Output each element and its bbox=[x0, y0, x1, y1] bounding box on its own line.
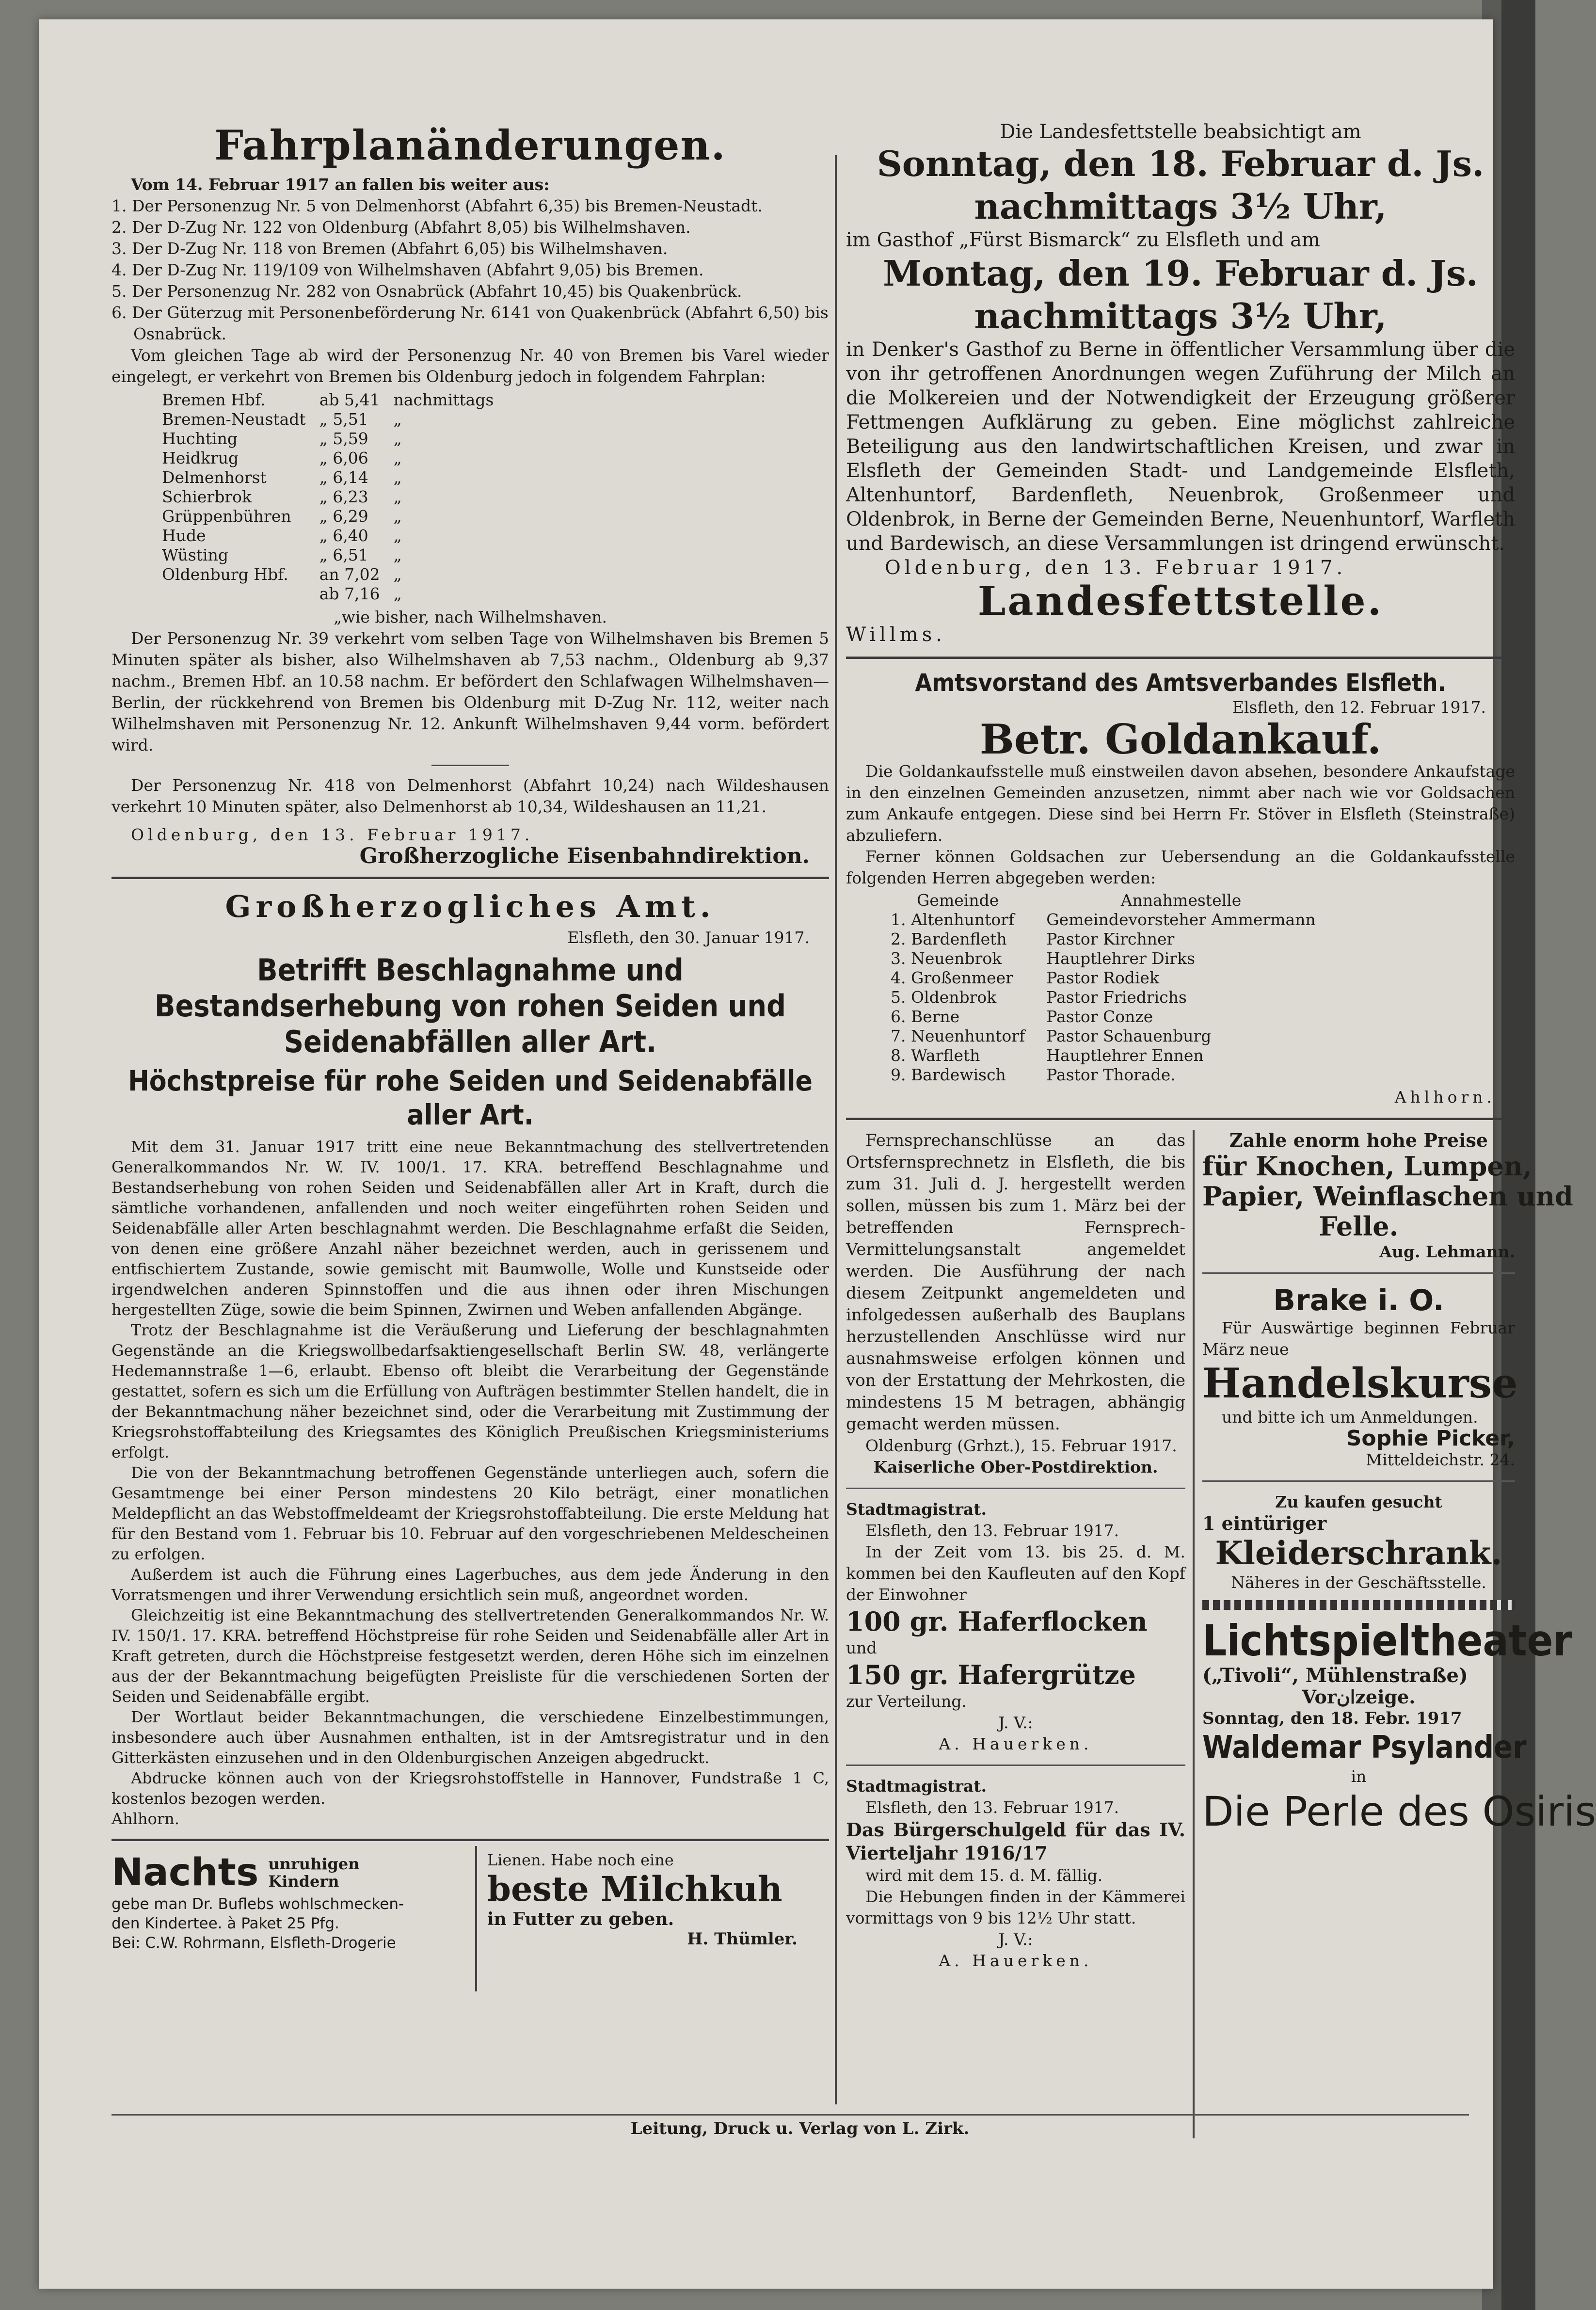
table-row bbox=[880, 949, 1326, 968]
ad-subtitle: („Tivoli“, Mühlenstraße) bbox=[1202, 1664, 1468, 1687]
timetable-row bbox=[155, 507, 500, 526]
fahrplan-notice bbox=[112, 121, 829, 867]
ad-actor: Waldemar Psylander bbox=[1202, 1730, 1527, 1765]
timetable-row bbox=[155, 390, 500, 410]
ad-film: Die Perle des Osiris bbox=[1202, 1788, 1596, 1835]
table-cell: Hauptlehrer Dirks bbox=[1046, 949, 1196, 968]
ad-line: Papier, Weinflaschen und bbox=[1202, 1181, 1573, 1212]
ad-title: Brake i. O. bbox=[1273, 1283, 1444, 1317]
table-row bbox=[880, 1027, 1326, 1046]
table-cell: Pastor Friedrichs bbox=[1046, 988, 1187, 1007]
table-row bbox=[880, 910, 1326, 930]
ad-name: Sophie Picker, bbox=[1346, 1426, 1515, 1451]
timetable-cell bbox=[155, 584, 313, 604]
table-cell: 9. Bardewisch bbox=[891, 1065, 1006, 1084]
event-time: nachmittags 3½ Uhr, bbox=[974, 186, 1387, 227]
timetable-row bbox=[155, 410, 500, 429]
table-row bbox=[880, 968, 1326, 988]
footer-imprint: Leitung, Druck u. Verlag von L. Zirk. bbox=[630, 2119, 970, 2138]
signature: A. Hauerken. bbox=[939, 1734, 1093, 1753]
divider bbox=[846, 1488, 1185, 1489]
table-cell: 3. Neuenbrok bbox=[891, 949, 1002, 968]
timetable-row bbox=[155, 545, 500, 565]
signature: Landesfettstelle. bbox=[977, 578, 1384, 625]
lichtspiel-ad bbox=[1202, 1616, 1596, 1836]
table-cell: 5. Oldenbrok bbox=[891, 988, 997, 1007]
timetable-cell: Schierbrok bbox=[162, 487, 252, 506]
notice-intro: Die Landesfettstelle beabsichtigt am bbox=[1000, 121, 1361, 143]
timetable-cell: nachmittags bbox=[393, 390, 494, 409]
amt-paragraph: Der Wortlaut beider Bekanntmachungen, die verschiedene Einzelbestimmungen, insbesondere auch über Ausnahmen enthalten, ist in der Amtsregistratur und in den Gitterkästen einzusehen und in den Oldenburgischen Anzeigen abgedruckt. bbox=[112, 1708, 829, 1767]
timetable-cell: „ 5,59 bbox=[319, 429, 368, 448]
timetable-cell: „ bbox=[393, 468, 402, 487]
table-cell: 1. Altenhuntorf bbox=[891, 910, 1015, 929]
timetable-note: „wie bisher, nach Wilhelmshaven. bbox=[334, 608, 607, 626]
ration-line: 100 gr. Haferflocken bbox=[846, 1606, 1148, 1637]
place-date: Elsfleth, den 13. Februar 1917. bbox=[865, 1798, 1119, 1817]
amt-headline: Betrifft Beschlagnahme und Bestandserhebung von rohen Seiden und Seidenabfällen aller Art. bbox=[154, 952, 786, 1059]
place-date: Elsfleth, den 13. Februar 1917. bbox=[865, 1521, 1119, 1540]
timetable-cell: „ bbox=[393, 449, 402, 467]
table-cell: 8. Warfleth bbox=[891, 1046, 980, 1065]
notice-title: Betr. Goldankauf. bbox=[979, 715, 1382, 763]
ad-body: Für Auswärtige beginnen Februar März neue bbox=[1202, 1318, 1515, 1359]
divider bbox=[1202, 1272, 1515, 1274]
haferflocken-notice bbox=[846, 1499, 1185, 1755]
ad-title: Kleiderschrank. bbox=[1215, 1534, 1502, 1572]
schulgeld-notice bbox=[846, 1776, 1185, 1972]
ad-in: in bbox=[1351, 1767, 1367, 1786]
sub-left-column bbox=[846, 1130, 1185, 1972]
notice-header: Stadtmagistrat. bbox=[846, 1777, 987, 1796]
ration-line: 150 gr. Hafergrütze bbox=[846, 1659, 1136, 1690]
kleiderschrank-ad bbox=[1202, 1492, 1515, 1593]
amt-paragraph: Trotz der Beschlagnahme ist die Veräußerung und Lieferung der beschlagnahmten Gegenstände an die Kriegswollbedarfsaktiengesellschaft Berlin SW. 48, verlängerte Hedemannstraße 1—6, erlaubt. Ebenso oft bleibt die Verarbeitung der Gegenstände gestattet, sofern es sich um die Erfüllung von Aufträgen bestimmter Stellen handelt, die in der Bekanntmachung näher bezeichnet sind, oder die Verarbeitung mit Zustimmung der Kriegsrohstoffabteilung des Kriegsamtes des Königlich Preußischen Kriegsministeriums erfolgt. bbox=[112, 1321, 829, 1461]
timetable-cell: „ bbox=[393, 545, 402, 564]
place-date: Oldenburg, den 13. Februar 1917. bbox=[885, 557, 1347, 579]
timetable-row bbox=[155, 429, 500, 449]
timetable-cell: „ bbox=[393, 565, 402, 584]
lower-right-grid bbox=[846, 1129, 1596, 2138]
ad-body: in Futter zu geben. bbox=[487, 1909, 674, 1929]
ad-title: beste Milchkuh bbox=[487, 1869, 782, 1909]
notice-header: Stadtmagistrat. bbox=[846, 1500, 987, 1519]
place-date: Oldenburg, den 13. Februar 1917. bbox=[131, 825, 534, 844]
timetable-cell: „ 6,23 bbox=[319, 487, 368, 506]
nachts-ad bbox=[112, 1851, 470, 1953]
notice-header: Amtsvorstand des Amtsverbandes Elsfleth. bbox=[915, 669, 1446, 697]
ad-body: den Kindertee. à Paket 25 Pfg. bbox=[112, 1915, 339, 1932]
divider bbox=[431, 765, 509, 766]
notice-paragraph: Die Goldankaufsstelle muß einstweilen davon absehen, besondere Ankaufstage in den einzelnen Gemeinden anzusetzen, nimmt aber nach wie vor Goldsachen zum Ankaufe entgegen. Diese sind bei Herrn Fr. Stöver in Elsfleth (Steinstraße) abzuliefern. bbox=[846, 762, 1515, 845]
ad-sign: H. Thümler. bbox=[687, 1929, 798, 1949]
signature: Kaiserliche Ober-Postdirektion. bbox=[873, 1458, 1158, 1476]
table-cell: Pastor Thorade. bbox=[1046, 1065, 1176, 1084]
timetable-row bbox=[155, 526, 500, 545]
table-row bbox=[880, 988, 1326, 1007]
timetable-cell: „ bbox=[393, 507, 402, 526]
table-cell: Pastor Schauenburg bbox=[1046, 1027, 1212, 1045]
notice-paragraph: Fernsprechanschlüsse an das Ortsfernsprechnetz in Elsfleth, die bis zum 31. Juli d. J. hergestellt werden sollen, müssen bis zum 1. März bei der betreffenden Fernsprech-Vermittelungsanstalt angemeldet werden. Die Ausführung der nach diesem Zeitpunkt angemeldeten und infolgedessen außerhalb des Bauplans herzustellenden Anschlüsse wird nur ausnahmsweise erfolgen können und von der Erstattung der Mehrkosten, die mindestens 15 M betragen, abhängig gemacht werden müssen. bbox=[846, 1131, 1185, 1434]
place-date: Elsfleth, den 12. Februar 1917. bbox=[1232, 698, 1486, 717]
table-cell: 6. Berne bbox=[891, 1007, 960, 1026]
fahrplan-title: Fahrplanänderungen. bbox=[214, 121, 726, 169]
list-item: 6. Der Güterzug mit Personenbeförderung Nr. 6141 von Quakenbrück (Abfahrt 6,50) bis Osnabrück. bbox=[112, 303, 829, 343]
brake-ad bbox=[1202, 1283, 1518, 1471]
signature: A. Hauerken. bbox=[939, 1951, 1093, 1970]
milchkuh-ad bbox=[487, 1851, 827, 1949]
landesfett-notice bbox=[846, 121, 1515, 647]
ad-date: Sonntag, den 18. Febr. 1917 bbox=[1202, 1709, 1462, 1728]
table-row bbox=[880, 1065, 1326, 1085]
timetable-cell: Bremen-Neustadt bbox=[162, 410, 306, 429]
event-time: nachmittags 3½ Uhr, bbox=[974, 295, 1387, 337]
table-cell: 7. Neuenhuntorf bbox=[891, 1027, 1025, 1045]
ad-header: Zu kaufen gesucht bbox=[1275, 1492, 1442, 1511]
notice-paragraph: In der Zeit vom 13. bis 25. d. M. kommen bei den Kaufleuten auf den Kopf der Einwohner bbox=[846, 1542, 1185, 1604]
notice-paragraph: Ferner können Goldsachen zur Uebersendung an die Goldankaufsstelle folgenden Herren abgegeben werden: bbox=[846, 847, 1515, 887]
fahrplan-list bbox=[112, 195, 829, 345]
timetable-cell: Heidkrug bbox=[162, 449, 239, 467]
divider bbox=[846, 1765, 1185, 1766]
timetable-cell: „ bbox=[393, 584, 402, 603]
amt-headline: Höchstpreise für rohe Seiden und Seidenabfälle aller Art. bbox=[128, 1064, 813, 1131]
amt-title: Großherzogliches Amt. bbox=[225, 889, 716, 924]
list-item: 2. Der D-Zug Nr. 122 von Oldenburg (Abfahrt 8,05) bis Wilhelmshaven. bbox=[112, 218, 691, 237]
right-column bbox=[846, 121, 1596, 2138]
notice-paragraph: wird mit dem 15. d. M. fällig. bbox=[865, 1866, 1103, 1885]
timetable-cell: Huchting bbox=[162, 429, 238, 448]
ad-body: Bei: C.W. Rohrmann, Elsfleth-Drogerie bbox=[112, 1934, 396, 1952]
timetable-cell: ab 5,41 bbox=[319, 390, 380, 409]
timetable-cell: „ 5,51 bbox=[319, 410, 368, 429]
timetable-cell: Hude bbox=[162, 526, 206, 545]
timetable-cell: ab 7,16 bbox=[319, 584, 380, 603]
table-cell: Pastor Rodiek bbox=[1046, 968, 1159, 987]
timetable-cell: „ 6,40 bbox=[319, 526, 368, 545]
fahrplan-paragraph: Der Personenzug Nr. 39 verkehrt vom selben Tage von Wilhelmshaven bis Bremen 5 Minuten später als bisher, also Wilhelmshaven ab 7,53 nachm., Oldenburg ab 9,37 nachm., Bremen Hbf. an 10.58 nachm. Er befördert den Schlafwagen Wilhelmshaven—Berlin, der rückkehrend von Bremen bis Oldenburg mit D-Zug Nr. 112, weiter nach Wilhelmshaven mit Personenzug Nr. 12. Ankunft Wilhelmshaven 9,44 vorm. befördert wird. bbox=[112, 629, 829, 754]
table-row bbox=[880, 1046, 1326, 1065]
ad-address: Mitteldeichstr. 24. bbox=[1366, 1450, 1515, 1469]
timetable-row bbox=[155, 487, 500, 507]
timetable-cell: Wüsting bbox=[162, 545, 228, 564]
table-cell: 4. Großenmeer bbox=[891, 968, 1013, 987]
timetable-cell: Oldenburg Hbf. bbox=[162, 565, 288, 584]
table-row bbox=[880, 1007, 1326, 1027]
timetable-cell: „ bbox=[393, 487, 402, 506]
sub-right-column bbox=[1202, 1129, 1596, 1836]
event-date: Sonntag, den 18. Februar d. Js. bbox=[877, 143, 1484, 184]
divider bbox=[846, 657, 1515, 659]
divider bbox=[846, 1118, 1515, 1120]
amt-paragraph: Außerdem ist auch die Führung eines Lagerbuches, aus dem jede Änderung in den Vorratsmengen und ihrer Verwendung ersichtlich sein muß, angeordnet worden. bbox=[112, 1565, 829, 1604]
table-cell: Pastor Kirchner bbox=[1046, 930, 1175, 948]
fahrplan-paragraph: Der Personenzug Nr. 418 von Delmenhorst (Abfahrt 10,24) nach Wildeshausen verkehrt 10 Minuten später, also Delmenhorst ab 10,34, Wildeshausen an 11,21. bbox=[112, 776, 829, 816]
ad-subtitle: Kindern bbox=[268, 1872, 339, 1891]
list-item: 4. Der D-Zug Nr. 119/109 von Wilhelmshaven (Abfahrt 9,05) bis Bremen. bbox=[112, 260, 704, 279]
list-item: 3. Der D-Zug Nr. 118 von Bremen (Abfahrt 6,05) bis Wilhelmshaven. bbox=[112, 239, 668, 258]
timetable-cell: Grüppenbühren bbox=[162, 507, 291, 526]
ad-title: Lichtspieltheater bbox=[1202, 1616, 1572, 1666]
fahrplan-paragraph: Vom gleichen Tage ab wird der Personenzug Nr. 40 von Bremen bis Varel wieder eingelegt, er verkehrt von Bremen bis Oldenburg jedoch in folgendem Fahrplan: bbox=[112, 346, 829, 386]
timetable-cell: „ bbox=[393, 526, 402, 545]
timetable bbox=[155, 390, 500, 604]
table-row bbox=[880, 930, 1326, 949]
divider bbox=[112, 877, 829, 879]
notice-title: Das Bürgerschulgeld für das IV. Vierteljahr 1916/17 bbox=[846, 1819, 1185, 1864]
signature: Ahlhorn. bbox=[112, 1810, 179, 1828]
signature: Großherzogliche Eisenbahndirektion. bbox=[359, 844, 810, 868]
divider bbox=[1202, 1480, 1515, 1482]
timetable-cell: Delmenhorst bbox=[162, 468, 267, 487]
event-date: Montag, den 19. Februar d. Js. bbox=[883, 253, 1478, 294]
timetable-cell: an 7,02 bbox=[319, 565, 380, 584]
list-item: 5. Der Personenzug Nr. 282 von Osnabrück (Abfahrt 10,45) bis Quakenbrück. bbox=[112, 282, 742, 301]
ad-title: Nachts bbox=[112, 1851, 259, 1894]
place-date: Elsfleth, den 30. Januar 1917. bbox=[567, 928, 810, 947]
ad-divider bbox=[1193, 1130, 1195, 2138]
timetable-cell: „ bbox=[393, 410, 402, 429]
timetable-row bbox=[155, 468, 500, 487]
signature: Ahlhorn. bbox=[1394, 1088, 1496, 1107]
timetable-cell: „ 6,14 bbox=[319, 468, 368, 487]
event-place: im Gasthof „Fürst Bismarck“ zu Elsfleth und am bbox=[846, 229, 1320, 251]
fahrplan-intro: Vom 14. Februar 1917 an fallen bis weiter aus: bbox=[131, 175, 550, 194]
ornament-border bbox=[1202, 1600, 1515, 1610]
iv-label: J. V.: bbox=[998, 1930, 1033, 1949]
annahme-table bbox=[880, 891, 1326, 1085]
fernsprech-notice bbox=[846, 1130, 1185, 1478]
ad-body: gebe man Dr. Buflebs wohlschmecken- bbox=[112, 1895, 404, 1913]
table-cell: Hauptlehrer Ennen bbox=[1046, 1046, 1204, 1065]
amt-notice bbox=[112, 889, 829, 1829]
ad-line: Zahle enorm hohe Preise bbox=[1229, 1129, 1488, 1151]
ad-note: Näheres in der Geschäftsstelle. bbox=[1231, 1573, 1486, 1592]
ad-headline: Handelskurse bbox=[1202, 1359, 1518, 1407]
iv-label: J. V.: bbox=[998, 1713, 1033, 1732]
column-header: Annahmestelle bbox=[1120, 891, 1242, 910]
ad-pre: Vorانzeige. bbox=[1302, 1686, 1416, 1708]
place-date: Oldenburg (Grhzt.), 15. Februar 1917. bbox=[865, 1436, 1177, 1455]
timetable-cell: „ 6,51 bbox=[319, 545, 368, 564]
table-cell: 2. Bardenfleth bbox=[891, 930, 1007, 948]
column-header: Gemeinde bbox=[917, 891, 999, 910]
ad-line: Felle. bbox=[1319, 1211, 1399, 1242]
amt-paragraph: Mit dem 31. Januar 1917 tritt eine neue Bekanntmachung des stellvertretenden Generalkommandos Nr. W. IV. 100/1. 17. KRA. betreffend Beschlagnahme und Bestandserhebung von rohen Seiden und Seidenabfällen aller Art in Kraft, durch die sämtliche vorhandenen, anfallenden und noch weiter eingeführten rohen Seiden und Seidenabfälle aller Arten beschlagnahmt werden. Die Beschlagnahme erfaßt die Seiden, von denen eine größere Anzahl näher bezeichnet werden, auch in gerissenem und entfischiertem Zustande, sowie gemischt mit Baumwolle, Wolle und Kunstseide oder irgendwelchen anderen Spinnstoffen und die aus ihnen oder ihren Mischungen hergestellten Züge, sowie die beim Spinnen, Zwirnen und Weben anfallenden Abgänge. bbox=[112, 1138, 829, 1319]
notice-body: in Denker's Gasthof zu Berne in öffentlicher Versammlung über die von ihr getroffenen Anordnungen wegen Zuführung der Milch an die Molkereien und der Notwendigkeit der Erzeugung größerer Fettmengen Aufklärung zu geben. Eine möglichst zahlreiche Beteiligung aus den landwirtschaftlichen Kreisen, und zwar in Elsfleth der Gemeinden Stadt- und Landgemeinde Elsfleth, Altenhuntorf, Bardenfleth, Neuenbrok, Großenmeer und Oldenbrok, in Berne der Gemeinden Berne, Neuenhuntorf, Warfleth und Bardewisch, an diese Versammlungen ist dringend erwünscht. bbox=[846, 338, 1515, 555]
lehmann-ad bbox=[1202, 1129, 1573, 1263]
timetable-row bbox=[155, 584, 500, 604]
amt-paragraph: Gleichzeitig ist eine Bekanntmachung des stellvertretenden Generalkommandos Nr. W. IV. 150/1. 17. KRA. betreffend Höchstpreise für rohe Seiden und Seidenabfälle aller Art in Kraft getreten, durch die Höchstpreise festgesetzt werden, deren Höhe sich im einzelnen aus der der Bekanntmachung beigefügten Preisliste für die verschiedenen Sorten der Seiden und Seidenabfälle ergibt. bbox=[112, 1606, 829, 1706]
ration-and: und bbox=[846, 1638, 877, 1657]
column-divider bbox=[835, 155, 837, 2104]
ad-body: und bitte ich um Anmeldungen. bbox=[1222, 1408, 1478, 1427]
timetable-cell: Bremen Hbf. bbox=[162, 390, 266, 409]
table-cell: Pastor Conze bbox=[1046, 1007, 1153, 1026]
divider bbox=[112, 1839, 829, 1841]
ad-subtitle: unruhigen bbox=[268, 1855, 360, 1873]
notice-paragraph: Die Hebungen finden in der Kämmerei vormittags von 9 bis 12½ Uhr statt. bbox=[846, 1887, 1185, 1927]
amt-paragraph: Abdrucke können auch von der Kriegsrohstoffstelle in Hannover, Fundstraße 1 C, kostenlos bezogen werden. bbox=[112, 1769, 829, 1808]
left-column bbox=[112, 121, 829, 1996]
list-item: 1. Der Personenzug Nr. 5 von Delmenhorst (Abfahrt 6,35) bis Bremen-Neustadt. bbox=[112, 196, 763, 215]
amt-paragraph: Die von der Bekanntmachung betroffenen Gegenstände unterliegen auch, sofern die Gesamtmenge bei einer Person mindestens 20 Kilo beträgt, einer monatlichen Meldepflicht an das Webstoffmeldeamt der Kriegsrohstoffabteilung. Die erste Meldung hat für den Bestand vom 1. Februar bis 10. Februar auf den vorgeschriebenen Meldescheinen zu erfolgen. bbox=[112, 1463, 829, 1563]
ad-body: Lienen. Habe noch eine bbox=[487, 1851, 674, 1869]
ad-divider bbox=[475, 1846, 477, 1991]
signature-name: Willms. bbox=[846, 624, 946, 646]
ad-sign: Aug. Lehmann. bbox=[1379, 1242, 1515, 1261]
table-cell: Gemeindevorsteher Ammermann bbox=[1046, 910, 1316, 929]
timetable-row bbox=[155, 449, 500, 468]
timetable-cell: „ 6,06 bbox=[319, 449, 368, 467]
timetable-cell: „ bbox=[393, 429, 402, 448]
bottom-ads bbox=[112, 1851, 829, 1996]
ad-line: für Knochen, Lumpen, bbox=[1202, 1151, 1532, 1182]
ad-line: 1 eintüriger bbox=[1202, 1512, 1327, 1534]
goldankauf-notice bbox=[846, 669, 1515, 1108]
footer-rule bbox=[112, 2114, 1469, 2116]
timetable-row bbox=[155, 565, 500, 584]
notice-paragraph: zur Verteilung. bbox=[846, 1692, 967, 1711]
timetable-cell: „ 6,29 bbox=[319, 507, 368, 526]
